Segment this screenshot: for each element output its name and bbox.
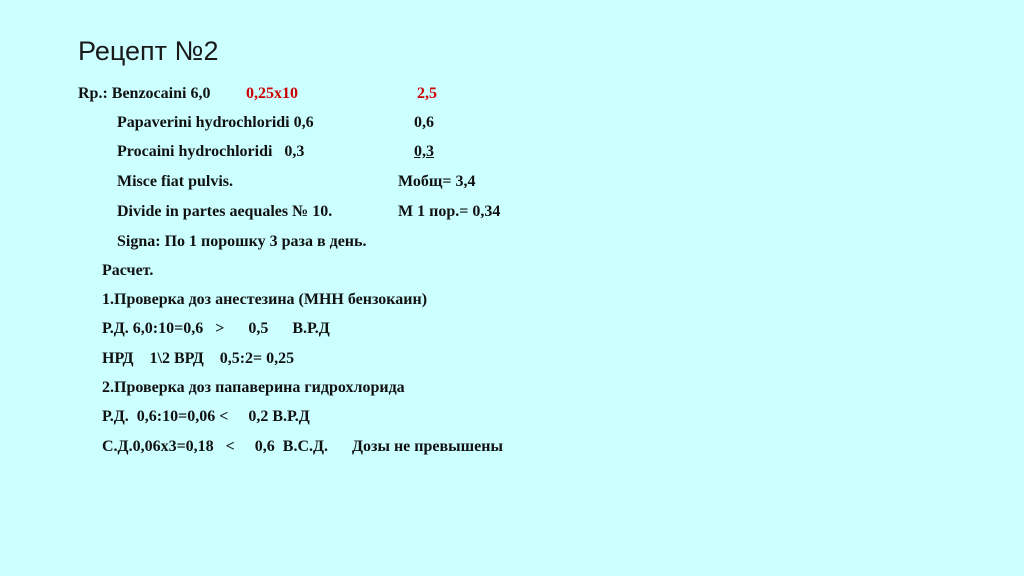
ingredient-papaverine: Papaverini hydrochloridi 0,6 xyxy=(117,114,314,131)
calc-line-5: Р.Д. 0,6:10=0,06 < 0,2 В.Р.Д xyxy=(102,408,310,425)
rp-line-amount: 2,5 xyxy=(417,85,437,102)
calc-line-1: 1.Проверка доз анестезина (МНН бензокаин) xyxy=(102,291,428,308)
ingredient-papaverine-amount: 0,6 xyxy=(414,114,434,131)
rp-line-prefix: Rp.: Benzocaini 6,0 xyxy=(78,85,211,102)
signa-instruction: Signa: По 1 порошку 3 раза в день. xyxy=(117,233,367,250)
ingredient-procaine: Procaini hydrochloridi 0,3 xyxy=(117,143,305,160)
calc-line-2: Р.Д. 6,0:10=0,6 > 0,5 В.Р.Д xyxy=(102,320,330,337)
calc-heading: Расчет. xyxy=(102,262,154,279)
ingredient-procaine-amount: 0,3 xyxy=(414,143,434,160)
total-mass: Мобщ= 3,4 xyxy=(398,173,476,190)
misce-instruction: Misce fiat pulvis. xyxy=(117,173,233,190)
divide-instruction: Divide in partes aequales № 10. xyxy=(117,203,333,220)
portion-mass: М 1 пор.= 0,34 xyxy=(398,203,501,220)
page-title: Рецепт №2 xyxy=(78,36,219,66)
calc-line-6: С.Д.0,06x3=0,18 < 0,6 В.С.Д. Дозы не превышены xyxy=(102,438,503,455)
calc-line-3: НРД 1\2 ВРД 0,5:2= 0,25 xyxy=(102,350,295,367)
calc-line-4: 2.Проверка доз папаверина гидрохлорида xyxy=(102,379,405,396)
rp-line-dose: 0,25x10 xyxy=(246,85,298,102)
